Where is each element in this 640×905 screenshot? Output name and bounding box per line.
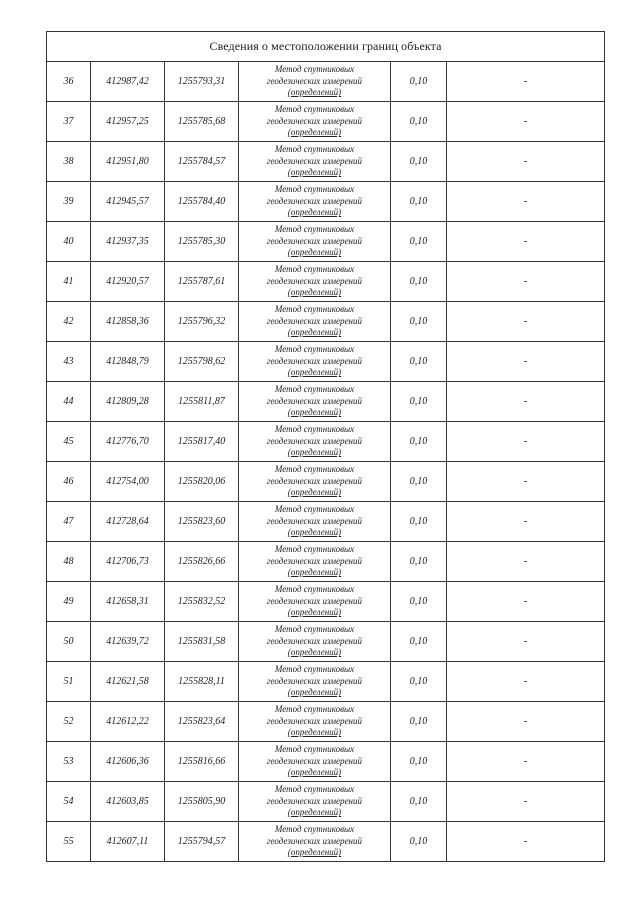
method-line: Метод спутниковых: [274, 424, 355, 435]
coordinate-x-cell: 412776,70: [91, 422, 165, 462]
coordinate-x-cell: 412728,64: [91, 502, 165, 542]
coordinate-y-cell: 1255823,60: [165, 502, 239, 542]
precision-cell: 0,10: [391, 102, 447, 142]
precision-cell: 0,10: [391, 182, 447, 222]
coordinate-x-cell: 412957,25: [91, 102, 165, 142]
point-number-cell: 42: [47, 302, 91, 342]
precision-cell: 0,10: [391, 582, 447, 622]
precision-cell: 0,10: [391, 462, 447, 502]
coordinate-x-cell: 412809,28: [91, 382, 165, 422]
method-line: (определений): [287, 207, 342, 218]
method-line: (определений): [287, 487, 342, 498]
note-cell: -: [447, 262, 605, 302]
coordinate-x-cell: 412937,35: [91, 222, 165, 262]
method-line: Метод спутниковых: [274, 64, 355, 75]
method-line: Метод спутниковых: [274, 744, 355, 755]
table-row: [47, 342, 605, 382]
method-line: геодезических измерений: [267, 635, 362, 646]
coordinate-y-cell: 1255816,66: [165, 742, 239, 782]
note-cell: -: [447, 582, 605, 622]
precision-cell: 0,10: [391, 62, 447, 102]
point-number-cell: 36: [47, 62, 91, 102]
point-number-cell: 54: [47, 782, 91, 822]
precision-cell: 0,10: [391, 662, 447, 702]
method-cell: [239, 142, 391, 182]
method-line: геодезических измерений: [267, 235, 362, 246]
table-row: [47, 702, 605, 742]
table-row: [47, 622, 605, 662]
method-line: Метод спутниковых: [274, 624, 355, 635]
precision-cell: 0,10: [391, 782, 447, 822]
point-number-cell: 43: [47, 342, 91, 382]
method-cell: [239, 102, 391, 142]
method-line: Метод спутниковых: [274, 144, 355, 155]
method-line: геодезических измерений: [267, 395, 362, 406]
method-line: Метод спутниковых: [274, 304, 355, 315]
method-line: Метод спутниковых: [274, 664, 355, 675]
coordinate-y-cell: 1255785,68: [165, 102, 239, 142]
precision-cell: 0,10: [391, 382, 447, 422]
note-cell: -: [447, 142, 605, 182]
note-cell: -: [447, 342, 605, 382]
coordinate-y-cell: 1255793,31: [165, 62, 239, 102]
method-line: геодезических измерений: [267, 435, 362, 446]
method-line: геодезических измерений: [267, 595, 362, 606]
method-line: геодезических измерений: [267, 795, 362, 806]
method-line: (определений): [287, 567, 342, 578]
method-line: геодезических измерений: [267, 755, 362, 766]
method-line: геодезических измерений: [267, 675, 362, 686]
method-cell: [239, 742, 391, 782]
coordinate-y-cell: 1255832,52: [165, 582, 239, 622]
point-number-cell: 45: [47, 422, 91, 462]
point-number-cell: 37: [47, 102, 91, 142]
table-row: [47, 662, 605, 702]
coordinate-x-cell: 412639,72: [91, 622, 165, 662]
note-cell: -: [447, 182, 605, 222]
point-number-cell: 44: [47, 382, 91, 422]
method-line: (определений): [287, 167, 342, 178]
method-line: геодезических измерений: [267, 115, 362, 126]
point-number-cell: 52: [47, 702, 91, 742]
point-number-cell: 55: [47, 822, 91, 862]
table-row: [47, 142, 605, 182]
coordinate-y-cell: 1255811,87: [165, 382, 239, 422]
table-row: [47, 422, 605, 462]
note-cell: -: [447, 782, 605, 822]
note-cell: -: [447, 702, 605, 742]
table-row: [47, 62, 605, 102]
note-cell: -: [447, 302, 605, 342]
method-line: (определений): [287, 87, 342, 98]
table-row: [47, 302, 605, 342]
table-row: [47, 182, 605, 222]
method-line: (определений): [287, 327, 342, 338]
method-line: (определений): [287, 687, 342, 698]
method-line: геодезических измерений: [267, 835, 362, 846]
method-line: (определений): [287, 247, 342, 258]
precision-cell: 0,10: [391, 222, 447, 262]
precision-cell: 0,10: [391, 342, 447, 382]
table-row: [47, 222, 605, 262]
coordinate-y-cell: 1255796,32: [165, 302, 239, 342]
precision-cell: 0,10: [391, 742, 447, 782]
method-line: (определений): [287, 767, 342, 778]
table-title-row: [47, 32, 605, 62]
point-number-cell: 39: [47, 182, 91, 222]
coordinate-x-cell: 412621,58: [91, 662, 165, 702]
point-number-cell: 51: [47, 662, 91, 702]
method-line: (определений): [287, 727, 342, 738]
point-number-cell: 46: [47, 462, 91, 502]
method-line: (определений): [287, 527, 342, 538]
coordinate-x-cell: 412706,73: [91, 542, 165, 582]
table-row: [47, 262, 605, 302]
method-line: геодезических измерений: [267, 715, 362, 726]
method-line: Метод спутниковых: [274, 384, 355, 395]
table-row: [47, 582, 605, 622]
method-cell: [239, 62, 391, 102]
note-cell: -: [447, 622, 605, 662]
method-line: (определений): [287, 607, 342, 618]
coordinate-x-cell: 412658,31: [91, 582, 165, 622]
coordinate-x-cell: 412606,36: [91, 742, 165, 782]
point-number-cell: 40: [47, 222, 91, 262]
method-cell: [239, 342, 391, 382]
note-cell: -: [447, 462, 605, 502]
note-cell: -: [447, 382, 605, 422]
method-line: (определений): [287, 127, 342, 138]
note-cell: -: [447, 102, 605, 142]
coordinate-y-cell: 1255784,40: [165, 182, 239, 222]
method-cell: [239, 702, 391, 742]
coordinate-y-cell: 1255823,64: [165, 702, 239, 742]
precision-cell: 0,10: [391, 142, 447, 182]
method-line: геодезических измерений: [267, 275, 362, 286]
method-cell: [239, 462, 391, 502]
method-line: Метод спутниковых: [274, 824, 355, 835]
precision-cell: 0,10: [391, 262, 447, 302]
method-line: (определений): [287, 847, 342, 858]
method-line: Метод спутниковых: [274, 464, 355, 475]
point-number-cell: 47: [47, 502, 91, 542]
coordinate-x-cell: 412612,22: [91, 702, 165, 742]
precision-cell: 0,10: [391, 622, 447, 662]
precision-cell: 0,10: [391, 502, 447, 542]
coordinate-x-cell: 412920,57: [91, 262, 165, 302]
point-number-cell: 49: [47, 582, 91, 622]
method-cell: [239, 382, 391, 422]
table-row: [47, 502, 605, 542]
table-row: [47, 382, 605, 422]
method-cell: [239, 262, 391, 302]
method-line: геодезических измерений: [267, 75, 362, 86]
point-number-cell: 38: [47, 142, 91, 182]
document-page: [46, 31, 604, 862]
table-row: [47, 742, 605, 782]
method-line: (определений): [287, 367, 342, 378]
coordinate-y-cell: 1255787,61: [165, 262, 239, 302]
method-line: Метод спутниковых: [274, 104, 355, 115]
point-number-cell: 48: [47, 542, 91, 582]
table-row: [47, 462, 605, 502]
precision-cell: 0,10: [391, 822, 447, 862]
method-line: (определений): [287, 287, 342, 298]
coordinate-y-cell: 1255817,40: [165, 422, 239, 462]
coordinate-x-cell: 412858,36: [91, 302, 165, 342]
method-line: Метод спутниковых: [274, 544, 355, 555]
method-cell: [239, 422, 391, 462]
coordinate-y-cell: 1255820,06: [165, 462, 239, 502]
precision-cell: 0,10: [391, 542, 447, 582]
coordinate-x-cell: 412848,79: [91, 342, 165, 382]
table-title: Сведения о местоположении границ объекта: [47, 32, 605, 62]
coordinate-y-cell: 1255798,62: [165, 342, 239, 382]
coordinate-y-cell: 1255826,66: [165, 542, 239, 582]
note-cell: -: [447, 422, 605, 462]
note-cell: -: [447, 742, 605, 782]
method-cell: [239, 222, 391, 262]
method-line: геодезических измерений: [267, 195, 362, 206]
precision-cell: 0,10: [391, 422, 447, 462]
note-cell: -: [447, 502, 605, 542]
method-cell: [239, 502, 391, 542]
method-line: (определений): [287, 647, 342, 658]
point-number-cell: 50: [47, 622, 91, 662]
precision-cell: 0,10: [391, 702, 447, 742]
method-cell: [239, 622, 391, 662]
note-cell: -: [447, 62, 605, 102]
table-row: [47, 782, 605, 822]
method-line: Метод спутниковых: [274, 704, 355, 715]
coordinate-x-cell: 412607,11: [91, 822, 165, 862]
method-line: геодезических измерений: [267, 355, 362, 366]
coordinate-x-cell: 412951,80: [91, 142, 165, 182]
coordinate-y-cell: 1255794,57: [165, 822, 239, 862]
method-cell: [239, 182, 391, 222]
method-line: геодезических измерений: [267, 155, 362, 166]
coordinate-y-cell: 1255805,90: [165, 782, 239, 822]
note-cell: -: [447, 662, 605, 702]
method-line: (определений): [287, 407, 342, 418]
method-line: Метод спутниковых: [274, 784, 355, 795]
method-line: Метод спутниковых: [274, 264, 355, 275]
method-cell: [239, 782, 391, 822]
method-line: геодезических измерений: [267, 515, 362, 526]
method-cell: [239, 542, 391, 582]
coordinate-y-cell: 1255784,57: [165, 142, 239, 182]
coordinate-y-cell: 1255828,11: [165, 662, 239, 702]
method-cell: [239, 302, 391, 342]
method-line: геодезических измерений: [267, 475, 362, 486]
note-cell: -: [447, 222, 605, 262]
method-line: (определений): [287, 447, 342, 458]
point-number-cell: 53: [47, 742, 91, 782]
method-cell: [239, 822, 391, 862]
method-line: геодезических измерений: [267, 315, 362, 326]
coordinate-y-cell: 1255831,58: [165, 622, 239, 662]
coordinate-x-cell: 412603,85: [91, 782, 165, 822]
table-row: [47, 542, 605, 582]
method-line: Метод спутниковых: [274, 344, 355, 355]
method-line: Метод спутниковых: [274, 184, 355, 195]
method-line: Метод спутниковых: [274, 504, 355, 515]
coordinate-x-cell: 412754,00: [91, 462, 165, 502]
note-cell: -: [447, 822, 605, 862]
method-cell: [239, 662, 391, 702]
method-line: (определений): [287, 807, 342, 818]
table-row: [47, 822, 605, 862]
point-number-cell: 41: [47, 262, 91, 302]
method-line: Метод спутниковых: [274, 584, 355, 595]
coordinate-x-cell: 412987,42: [91, 62, 165, 102]
method-cell: [239, 582, 391, 622]
coordinate-x-cell: 412945,57: [91, 182, 165, 222]
table-row: [47, 102, 605, 142]
coordinate-y-cell: 1255785,30: [165, 222, 239, 262]
boundary-coordinates-table: [46, 31, 605, 862]
note-cell: -: [447, 542, 605, 582]
method-line: Метод спутниковых: [274, 224, 355, 235]
precision-cell: 0,10: [391, 302, 447, 342]
method-line: геодезических измерений: [267, 555, 362, 566]
